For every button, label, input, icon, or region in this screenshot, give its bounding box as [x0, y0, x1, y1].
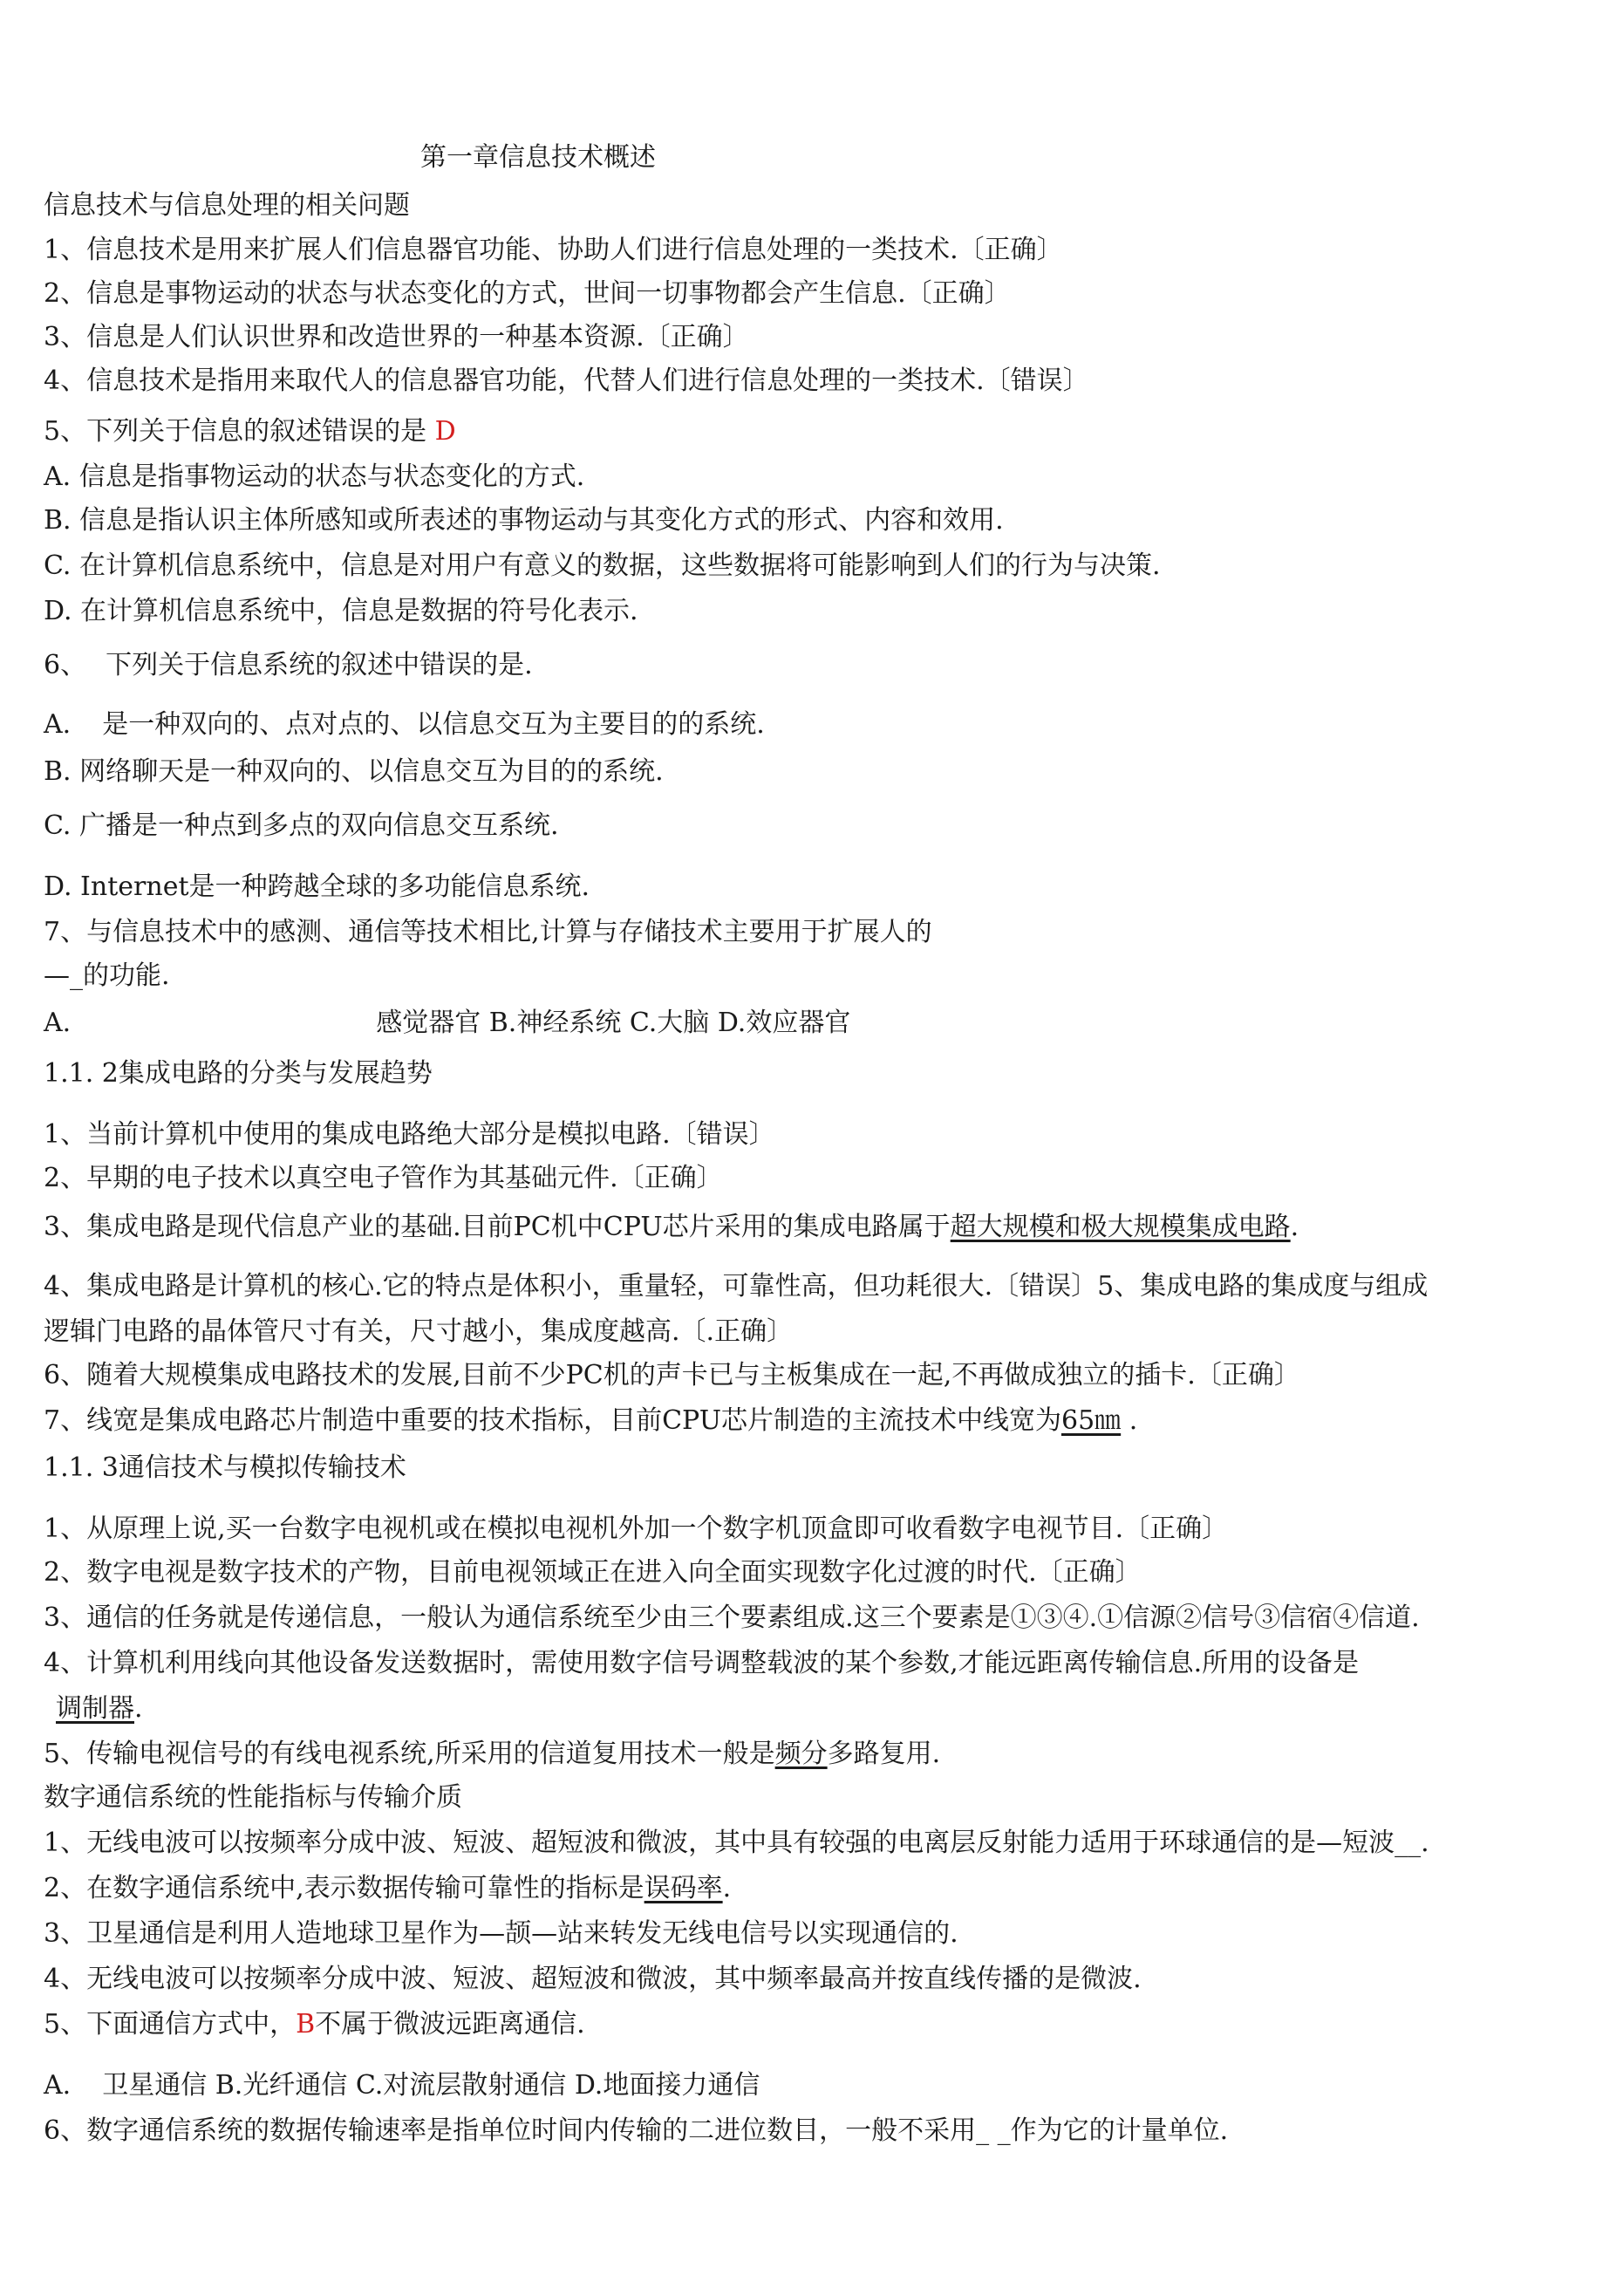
list-item: 4、集成电路是计算机的核心.它的特点是体积小，重量轻，可靠性高，但功耗很大.〔错误〕5、集成电路的集成度与组成 [44, 1271, 1429, 1302]
option-item: B. 信息是指认识主体所感知或所表述的事物运动与其变化方式的形式、内容和效用. [44, 505, 1004, 536]
list-item: 3、卫星通信是利用人造地球卫星作为—颉—站来转发无线电信号以实现通信的. [44, 1918, 958, 1949]
option-label: A. [44, 2070, 72, 2101]
list-item-continued [56, 1693, 143, 1724]
option-item [44, 709, 765, 740]
question-text: 5、下面通信方式中， [44, 2009, 297, 2040]
section-heading-integrated-circuits: 1.1. 2集成电路的分类与发展趋势 [44, 1058, 433, 1089]
list-item [44, 1405, 1138, 1436]
list-item: 2、数字电视是数字技术的产物，目前电视领域正在进入向全面实现数字化过渡的时代.〔正确〕 [44, 1557, 1142, 1588]
item-end: . [1290, 1212, 1299, 1242]
section-heading-communication: 1.1. 3通信技术与模拟传输技术 [44, 1452, 406, 1483]
list-item: 3、通信的任务就是传递信息，一般认为通信系统至少由三个要素组成.这三个要素是①③④.①信源②信号③信宿④信道. [44, 1602, 1420, 1633]
list-item: 4、计算机利用线向其他设备发送数据时，需使用数字信号调整载波的某个参数,才能远距离传输信息.所用的设备是 [44, 1648, 1360, 1678]
option-item: C. 在计算机信息系统中，信息是对用户有意义的数据，这些数据将可能影响到人们的行为与决策. [44, 550, 1161, 581]
list-item: 3、信息是人们认识世界和改造世界的一种基本资源.〔正确〕 [44, 322, 749, 352]
question-number: 6、 [44, 650, 87, 680]
question-5 [44, 416, 456, 447]
list-item: 1、信息技术是用来扩展人们信息器官功能、协助人们进行信息处理的一类技术.〔正确〕 [44, 235, 1063, 265]
question-text-end: 不属于微波远距离通信. [315, 2009, 585, 2040]
list-item: 1、从原理上说,买一台数字电视机或在模拟电视机外加一个数字机顶盒即可收看数字电视节目.〔正确〕 [44, 1514, 1229, 1544]
item-end: 多路复用. [827, 1739, 941, 1769]
item-text: 5、传输电视信号的有线电视系统,所采用的信道复用技术一般是 [44, 1739, 775, 1769]
list-item: 2、早期的电子技术以真空电子管作为其基础元件.〔正确〕 [44, 1163, 723, 1193]
option-text: 感觉器官 B.神经系统 C.大脑 D.效应器官 [376, 1008, 851, 1038]
option-text: 是一种双向的、点对点的、以信息交互为主要目的的系统. [102, 709, 765, 740]
question-text: 5、下列关于信息的叙述错误的是 [44, 416, 435, 447]
list-item: 6、数字通信系统的数据传输速率是指单位时间内传输的二进位数目，一般不采用_ _作为它的计量单位. [44, 2115, 1229, 2146]
list-item: 4、无线电波可以按频率分成中波、短波、超短波和微波，其中频率最高并按直线传播的是微波. [44, 1964, 1142, 1994]
list-item-continued: 逻辑门电路的晶体管尺寸有关，尺寸越小，集成度越高.〔.正确〕 [44, 1316, 794, 1347]
option-item [44, 1010, 850, 1036]
list-item: 1、无线电波可以按频率分成中波、短波、超短波和微波，其中具有较强的电离层反射能力适用于环球通信的是—短波__. [44, 1828, 1429, 1858]
option-item: D. 在计算机信息系统中，信息是数据的符号化表示. [44, 596, 638, 626]
answer-underlined: 误码率 [644, 1873, 723, 1903]
answer-underlined: 超大规模和极大规模集成电路 [950, 1212, 1291, 1242]
option-item: A. 信息是指事物运动的状态与状态变化的方式. [44, 461, 585, 492]
option-item: B. 网络聊天是一种双向的、以信息交互为目的的系统. [44, 756, 664, 787]
answer-underlined: 调制器 [56, 1693, 134, 1724]
item-end: . [1121, 1405, 1138, 1436]
option-item: C. 广播是一种点到多点的双向信息交互系统. [44, 810, 559, 841]
question-5-comm [44, 2009, 585, 2040]
list-item [44, 1214, 1299, 1240]
item-text: 3、集成电路是现代信息产业的基础.目前PC机中CPU芯片采用的集成电路属于 [44, 1212, 951, 1242]
section-heading-info-processing: 信息技术与信息处理的相关问题 [44, 190, 410, 221]
list-item: 4、信息技术是指用来取代人的信息器官功能，代替人们进行信息处理的一类技术.〔错误〕 [44, 366, 1089, 396]
list-item [44, 1873, 732, 1903]
answer-mark: D [434, 416, 456, 447]
answer-underlined: 频分 [774, 1739, 828, 1769]
item-end: . [722, 1873, 732, 1903]
answer-underlined: 65㎚ [1060, 1405, 1122, 1436]
question-text: 下列关于信息系统的叙述中错误的是. [106, 650, 533, 680]
option-label: A. [44, 709, 72, 740]
question-7-line2: —_的功能. [44, 960, 170, 991]
option-item: D. Internet是一种跨越全球的多功能信息系统. [44, 871, 590, 902]
option-label: A. [44, 1008, 72, 1038]
option-text: 卫星通信 B.光纤通信 C.对流层散射通信 D.地面接力通信 [102, 2070, 760, 2101]
answer-mark: B [296, 2009, 316, 2040]
item-end: . [134, 1693, 143, 1724]
list-item [44, 1741, 940, 1767]
item-text: 2、在数字通信系统中,表示数据传输可靠性的指标是 [44, 1873, 644, 1903]
option-item [44, 2070, 760, 2101]
question-6 [44, 650, 533, 680]
list-item: 2、信息是事物运动的状态与状态变化的方式，世间一切事物都会产生信息.〔正确〕 [44, 278, 1011, 309]
section-heading-digital-communication: 数字通信系统的性能指标与传输介质 [44, 1782, 462, 1813]
page-title: 第一章信息技术概述 [420, 142, 656, 173]
list-item: 1、当前计算机中使用的集成电路绝大部分是模拟电路.〔错误〕 [44, 1119, 775, 1150]
list-item: 6、随着大规模集成电路技术的发展,目前不少PC机的声卡已与主板集成在一起,不再做成独立的插卡.〔正确〕 [44, 1360, 1300, 1391]
question-7-line1: 7、与信息技术中的感测、通信等技术相比,计算与存储技术主要用于扩展人的 [44, 917, 932, 947]
item-text: 7、线宽是集成电路芯片制造中重要的技术指标，目前CPU芯片制造的主流技术中线宽为 [44, 1405, 1061, 1436]
